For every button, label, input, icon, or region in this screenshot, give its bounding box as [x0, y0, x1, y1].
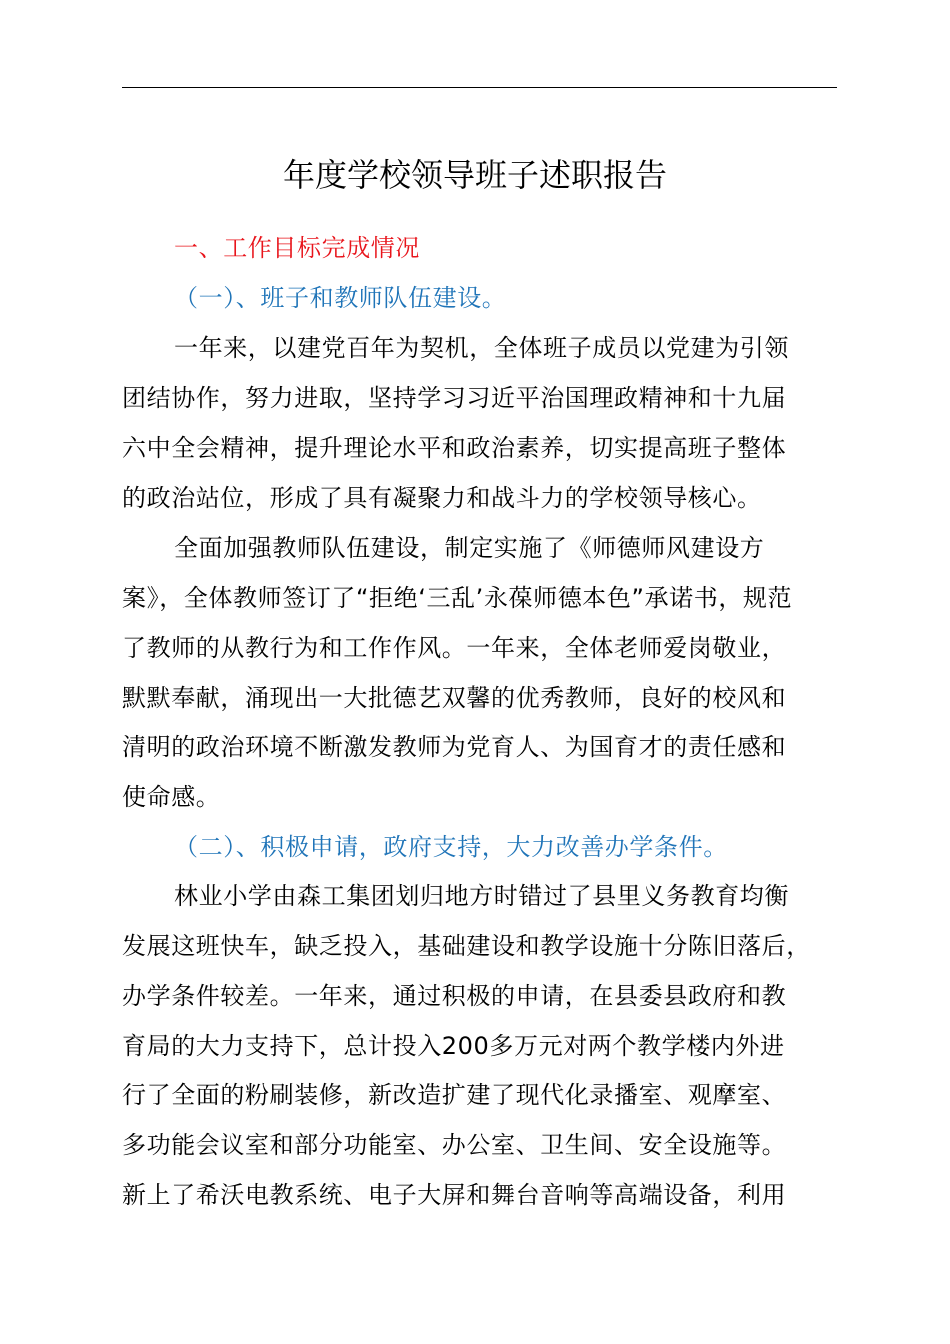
paragraph-line: 新上了希沃电教系统、电子大屏和舞台音响等高端设备，利用 [122, 1181, 787, 1209]
section-heading-1: 一、工作目标完成情况 [174, 234, 420, 262]
document-title: 年度学校领导班子述职报告 [282, 156, 667, 194]
paragraph-line: 清明的政治环境不断激发教师为党育人、为国育才的责任感和 [122, 733, 787, 761]
paragraph-line: 林业小学由森工集团划归地方时错过了县里义务教育均衡 [174, 882, 789, 910]
paragraph-line: 案》，全体教师签订了“拒绝‘三乱’永葆师德本色”承诺书，规范 [122, 584, 793, 612]
paragraph-line: 办学条件较差。一年来，通过积极的申请，在县委县政府和教 [122, 982, 787, 1010]
paragraph-line: 行了全面的粉刷装修，新改造扩建了现代化录播室、观摩室、 [122, 1081, 787, 1109]
header-rule [122, 87, 837, 88]
paragraph-line: 团结协作，努力进取，坚持学习习近平治国理政精神和十九届 [122, 384, 787, 412]
paragraph-line: 全面加强教师队伍建设，制定实施了《师德师风建设方 [174, 534, 765, 562]
paragraph-line: 育局的大力支持下，总计投入200多万元对两个教学楼内外进 [122, 1032, 785, 1060]
subsection-heading-2: （二）、积极申请，政府支持，大力改善办学条件。 [174, 833, 728, 861]
paragraph-line: 默默奉献，涌现出一大批德艺双馨的优秀教师，良好的校风和 [122, 684, 787, 712]
paragraph-line: 的政治站位，形成了具有凝聚力和战斗力的学校领导核心。 [122, 484, 762, 512]
subsection-heading-1: （一）、班子和教师队伍建设。 [174, 284, 507, 312]
paragraph-line: 了教师的从教行为和工作作风。一年来，全体老师爱岗敬业， [122, 634, 787, 662]
paragraph-line: 发展这班快车，缺乏投入，基础建设和教学设施十分陈旧落后， [122, 932, 811, 960]
paragraph-line: 一年来，以建党百年为契机，全体班子成员以党建为引领 [174, 334, 789, 362]
paragraph-line: 六中全会精神，提升理论水平和政治素养，切实提高班子整体 [122, 434, 787, 462]
paragraph-line: 多功能会议室和部分功能室、办公室、卫生间、安全设施等。 [122, 1131, 787, 1159]
paragraph-line: 使命感。 [122, 783, 221, 811]
